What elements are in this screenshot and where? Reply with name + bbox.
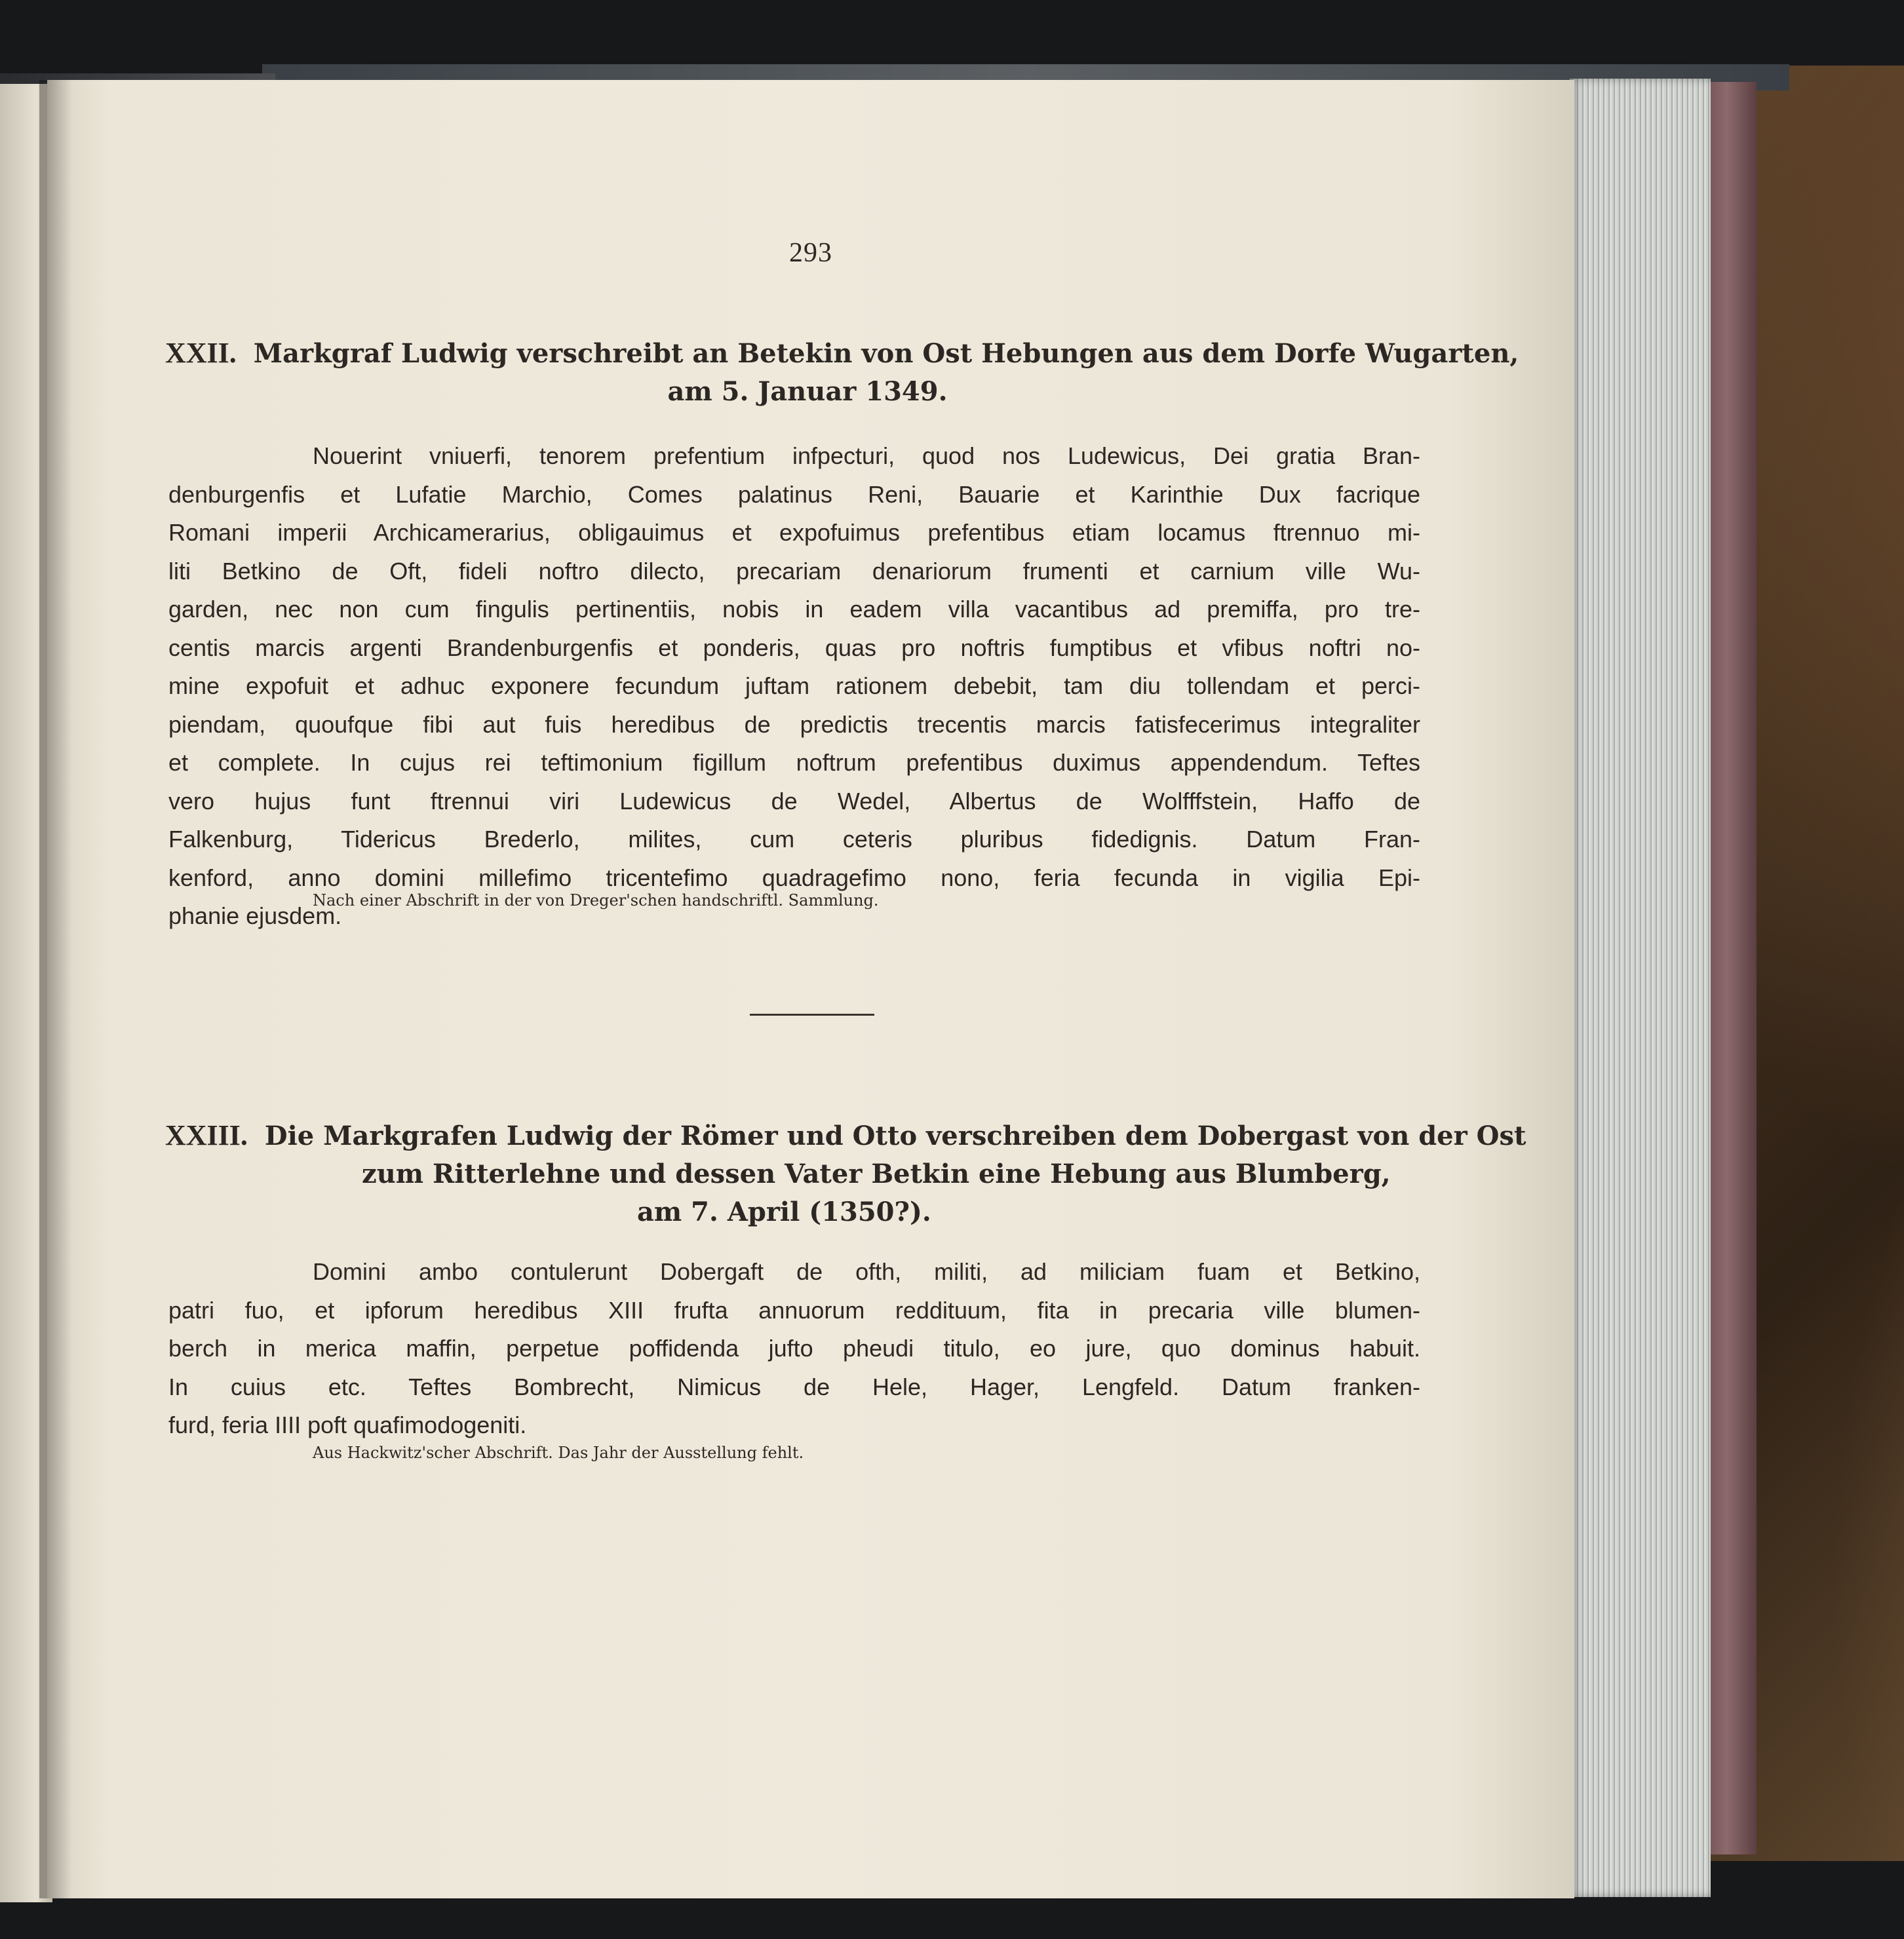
heading-line: Die Markgrafen Ludwig der Römer und Otto verschreiben dem Dobergast von der Ost	[264, 1121, 1526, 1151]
text-line: liti Betkino de Oft, fideli noftro dilecto, precariam denariorum frumenti et carnium ville Wu-	[168, 557, 1420, 585]
document-heading-xxii	[165, 334, 1519, 411]
text-line: Nouerint vniuerfi, tenorem prefentium infpecturi, quod nos Ludewicus, Dei gratia Bran-	[313, 442, 1420, 469]
text-line: In cuius etc. Teftes Bombrecht, Nimicus de Hele, Hager, Lengfeld. Datum franken-	[168, 1373, 1420, 1400]
document-numeral: XXII.	[165, 337, 237, 369]
document-numeral: XXIII.	[165, 1119, 248, 1151]
text-line: mine expofuit et adhuc exponere fecundum juftam rationem debebit, tam diu tollendam et perci-	[168, 672, 1420, 699]
text-line: Romani imperii Archicamerarius, obligauimus et expofuimus prefentibus etiam locamus ftrennuo mi-	[168, 519, 1420, 546]
document-body-xxiii	[168, 1253, 1420, 1445]
text-line: centis marcis argenti Brandenburgenfis et ponderis, quas pro noftris fumptibus et vfibus noftri no-	[168, 634, 1420, 661]
source-note-xxii: Nach einer Abschrift in der von Dreger'schen handschriftl. Sammlung.	[313, 891, 879, 910]
text-line: piendam, quoufque fibi aut fuis heredibus de predictis trecentis marcis fatisfecerimus integraliter	[168, 710, 1420, 738]
text-line: Domini ambo contulerunt Dobergaft de ofth, militi, ad miliciam fuam et Betkino,	[313, 1258, 1420, 1285]
text-line: garden, nec non cum fingulis pertinentiis, nobis in eadem villa vacantibus ad premiffa, pro tre-	[168, 596, 1420, 623]
book-page	[47, 80, 1574, 1898]
gutter-shadow	[39, 80, 72, 1898]
heading-date: am 7. April (1350?).	[637, 1197, 931, 1227]
text-line: furd, feria IIII poft quafimodogeniti.	[168, 1411, 527, 1438]
document-heading-xxiii	[165, 1117, 1526, 1231]
page-block-edges	[1570, 79, 1711, 1897]
text-line: et complete. In cujus rei teftimonium figillum noftrum prefentibus duximus appendendum. Teftes	[168, 749, 1420, 776]
section-divider	[750, 1014, 874, 1016]
source-note-xxiii: Aus Hackwitz'scher Abschrift. Das Jahr der Ausstellung fehlt.	[313, 1444, 804, 1462]
text-line: Falkenburg, Tidericus Brederlo, milites, cum ceteris pluribus fidedignis. Datum Fran-	[168, 826, 1420, 853]
document-body-xxii	[168, 437, 1420, 936]
heading-line: Markgraf Ludwig verschreibt an Betekin von Ost Hebungen aus dem Dorfe Wugarten,	[253, 338, 1519, 369]
text-line: vero hujus funt ftrennui viri Ludewicus de Wedel, Albertus de Wolfffstein, Haffo de	[168, 787, 1420, 815]
heading-line: zum Ritterlehne und dessen Vater Betkin eine Hebung aus Blumberg,	[362, 1159, 1391, 1189]
text-line: patri fuo, et ipforum heredibus XIII frufta annuorum reddituum, fita in precaria ville blumen-	[168, 1296, 1420, 1324]
page-number: 293	[789, 238, 832, 268]
text-line: phanie ejusdem.	[168, 902, 342, 929]
heading-date: am 5. Januar 1349.	[667, 376, 948, 407]
text-line: berch in merica maffin, perpetue poffidenda jufto pheudi titulo, eo jure, quo dominus habuit.	[168, 1335, 1420, 1362]
text-line: kenford, anno domini millefimo tricentefimo quadragefimo nono, feria fecunda in vigilia Epi-	[168, 864, 1420, 891]
text-line: denburgenfis et Lufatie Marchio, Comes palatinus Reni, Bauarie et Karinthie Dux facrique	[168, 480, 1420, 508]
